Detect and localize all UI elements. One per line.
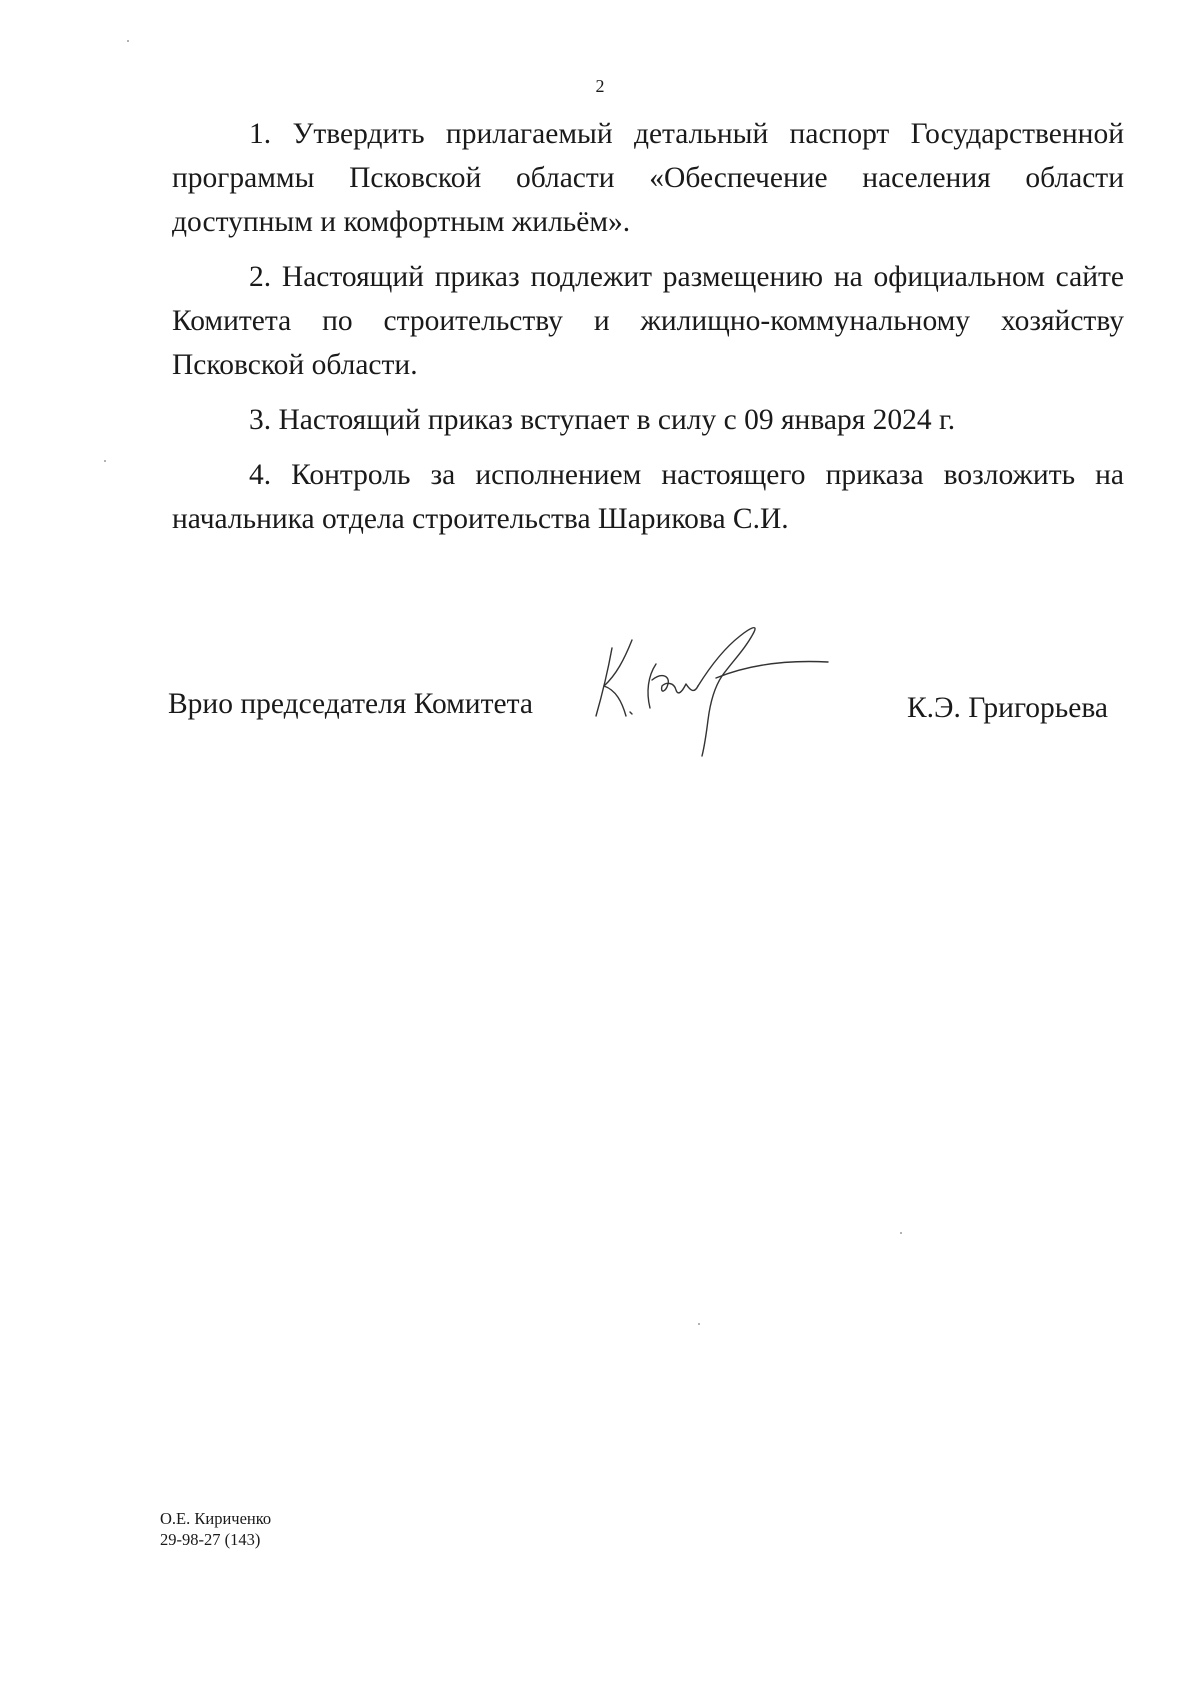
signer-name: К.Э. Григорьева	[906, 692, 1108, 724]
order-body	[172, 112, 1124, 552]
signature-block	[168, 620, 1108, 760]
scan-speck	[900, 1232, 902, 1234]
order-item-4: 4. Контроль за исполнением настоящего приказа возложить на начальника отдела строительства Шарикова С.И.	[172, 459, 1124, 535]
executor-name: О.Е. Кириченко	[160, 1509, 272, 1528]
scan-speck	[127, 40, 129, 42]
scan-speck	[698, 1323, 700, 1325]
handwritten-signature	[590, 620, 850, 760]
executor-info	[160, 1508, 271, 1550]
order-item-2: 2. Настоящий приказ подлежит размещению на официальном сайте Комитета по строительству и жилищно-коммунальному хозяйству Псковской области.	[172, 261, 1124, 381]
order-item-3: 3. Настоящий приказ вступает в силу с 09 января 2024 г.	[249, 404, 956, 436]
order-item-1: 1. Утвердить прилагаемый детальный паспорт Государственной программы Псковской области «Обеспечение населения области доступным и комфортным жильём».	[172, 118, 1124, 238]
page-number: 2	[595, 76, 605, 96]
signer-position: Врио председателя Комитета	[168, 688, 533, 720]
scan-speck	[104, 460, 106, 462]
executor-phone: 29-98-27 (143)	[160, 1530, 261, 1549]
